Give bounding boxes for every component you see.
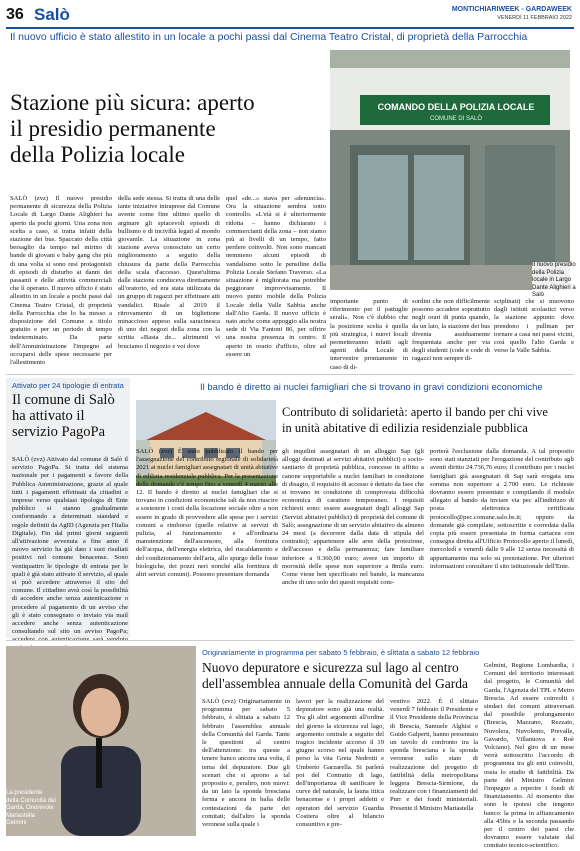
- issue-date: VENERDÌ 11 FEBBRAIO 2022: [497, 15, 572, 21]
- article3-col3: porterà l'esclusione dalla domanda. A tal proposito sono stati stanziati per l'erogazione del contributo agli aventi diritto 24.736,76 euro; il contributo per i nuclei famigliari già assegnatari di Sap sarà erogata una somma non superiore a 2.700 euro. Le richieste dovranno essere presentate e compilando il modulo allegato al bando da inviare via pec all'indirizzo di posta elettronica certificata protocollo@pec.comune.salo.bs.it; oppure da domande già compilate, sottoscritte e corredata dalla copia più essere presentata in forma cartacea con consegna diretta all'Ufficio Protocollo aperto il lunedì, mercoledì e venerdì dalle 9 alle 12 senza necessità di appuntamento ma solo su prenotazione. Per ulteriori informazioni consultare il sito istituzionale dell'Ente.: [430, 448, 574, 570]
- article1-title-line1: Stazione più sicura: aperto: [10, 90, 255, 115]
- article3-title: [282, 404, 576, 436]
- article4-title: [202, 660, 502, 691]
- article3-title-line1: Contributo di solidarietà: aperto il bando per chi vive: [282, 405, 548, 419]
- police-sign-text: COMANDO DELLA POLIZIA LOCALE: [377, 102, 535, 112]
- article1-col5: sordini che non difficilmente possono accadere soprattutto negli orari di punta quando, da un lato, la stazione dei bus diventa assiduamente frequentata anche per via degli studenti (code e code di ragazzi non sempre di-: [412, 298, 490, 363]
- article1-col3: quel «de...» stava per «denuncia». Ora la situazione sembra sotto controllo. «L'età si è ulteriormente ridotta – hanno dichiarato i commercianti della zona – non siamo più ai livelli di un tempo, fatto perdere coinvolti. Non sono mancati nemmeno alcuni episodi di vandalismo sotto le pensiline della Polizia Locale Stefano Traverso. «La situazione è migliorata ma potrebbe peggiorare improvvisamente. Il nuovo punto mobile della Polizia Locale della Valle Sabbia anche dall'Alto Garda. Il nuovo ufficio è nato anche come appoggio alla nostra sede di Via Fantoni 86, per offrire una nostra presenza in centro. Il aperto in orario d'ufficio, oltre ad essere un: [226, 195, 326, 358]
- article1-kicker: Il nuovo ufficio è stato allestito in un locale a pochi passi dal Cinema Teatro Cristal, di proprietà della Parrocchia: [10, 31, 528, 43]
- article3-kicker: Il bando è diretto ai nuclei famigliari che si trovano in gravi condizioni economiche: [200, 382, 543, 393]
- article4-col1: SALÒ (zvz) Originariamente in programma per sabato 5 febbraio, è slittata a sabato 12 febbraio l'assemblea annuale della Comunità del Garda. Tante le questioni al centro dell'attenzione: tra queste a tenere banco ancora una volta, il tema del depuratore. Due gli scenari che si aprono a tal proposito e, peraltro, non nuovi: da un lato la sponda bresciana ferma e ancora in balìa delle contestazioni da parte dei comitati; dall'altro la sponda veronese sulla quale i: [202, 698, 290, 829]
- divider: [6, 374, 574, 375]
- article1-title-line2: il presidio permanente: [10, 116, 216, 141]
- publication-name: MONTICHIARIWEEK - GARDAWEEK: [451, 6, 572, 13]
- article3-col1: SALÒ (zvz) È stato pubblicato il bando per l'assegnazione del contributo regionale di solidarietà 2021 ai nuclei famigliari assegnatari di unità abitative di edilizia residenziale pubblica. Per la presentazione delle domande c'è tempo fino a venerdì 4 marzo alle 12. Il bando è diretto ai nuclei famigliari che si trovano in condizioni economiche tali da non riuscire a sostenere i costi della locazione sociale oltre a non essere in grado di provvedere alle spese per i servizi comuni a rimborso (quelle relative ai servizi di pulizia, al funzionamento e all'ordinaria manutenzione dell'ascensore, alla fornitura dell'acqua, dell'energia elettrica, del riscaldamento e del condizionamento dell'aria, allo spurgo delle fosse biologiche, dei pozzi neri nonché alla fornitura di altri servizi comuni). Possono presentare domanda: [136, 448, 278, 579]
- article1-col4: importante punto di riferimento per il pattuglie serali». Non c'è dubbio che la posizione scelta è quella più strategica, i nuovi locali permetteranno infatti agli agenti della Locale di intervenire prontamente in caso di di-: [330, 298, 408, 371]
- page-number: 36: [6, 6, 24, 23]
- article1-col1: SALÒ (zvz) Il nuovo presidio permanente di sicurezza della Polizia Locale di Largo Dante Alighieri ha aperto da pochi giorni. Una zona non scelta a caso, si tratta infatti della stazione dei bus. Spaccato della città bersaglio da tempo nel mirino di bande di giovani e baby gang che più di una volta si sono resi protagonisti di episodi di disturbo ai danni dei passanti e delle attività commerciali che lì operano. Il nuovo ufficio è stato allestito in un locale a pochi passi dal Cinema Teatro Cristal, di proprietà della Parrocchia che lo ha messo a disposizione del Comune a titolo gratuito e per un periodo di tempo indeterminato. Da parte dell'Amministrazione l'impegno ad occuparsi delle spese necessarie per l'allestimento: [10, 195, 112, 367]
- section-title: Salò: [34, 5, 70, 24]
- article4-col2: lavori per la realizzazione del depuratore sono già una realtà. Tra gli altri argomenti all'ordine del giorno la sicurezza sul lago, argomento centrale a seguito del tragico incidente accorso il 19 giugno scorso nel quale hanno perso la vita Greta Nedrotti e Umberto Garzarella. Si parlerà poi del Contratto di lago, dell'importanza di sanificare le curve del naturale, la fauna ittica benacense e i propri addetti e operatori del servizio Guardia Costiera oltre al bilancio consuntivo e pre-: [296, 698, 384, 829]
- article1-photo: [330, 50, 570, 290]
- article2-title: Il comune di Salò ha attivato il servizio PagoPa: [12, 392, 115, 440]
- article1-title: [10, 90, 310, 168]
- article1-title-line3: della Polizia locale: [10, 142, 185, 167]
- article1-col2: della sede stessa. Si tratta di una delle tante iniziative intraprese dal Comune avente come fine ultimo quello di arginare gli spiacevoli episodi di bullismo e di inciviltà legati al mondo giovanile. La situazione in zona stazione aveva conosciuto un certo miglioramento a seguito della chiusura da parte della Parrocchia della scala d'accesso. Quest'ultima dalle stazione conduceva direttamente all'oratorio, ed era stata utilizzata da un gruppo di ragazzi per effettuare atti vandalici. Risale al 2019 il ritrovamento di un bigliettone minaccioso appeso sulla saracinesca di uno dei negozi della zona con la scritta «Basta de... altrimenti vi bruciamo il negozio e voi dove: [118, 195, 220, 350]
- article4-col3: ventivo 2022. È il slittato venerdì 7 febbraio il Presidente e il Vice Presidente della Provincia di Brescia, Samuele Alghisi e Guido Galperti, hanno presentato un tavolo di confronto tra la sponda bresciana e la sponda veronese sullo stato di realizzazione del progetto di fattibilità della metropolitana leggera Brescia-Sirmione, da realizzare con i finanziamenti del Pnrr e dei fondi ministeriali. Presente il Ministro Mariastella: [390, 698, 478, 812]
- police-station-illustration: [330, 50, 570, 290]
- article1-photo-caption: Il nuovo presidio della Polizia locale in Largo Dante Alighieri a Salò: [532, 262, 576, 298]
- article4-photo-caption: La presidente della Comunità del Garda, Onorevole Mariastella Gelmini: [6, 790, 56, 826]
- article2-kicker: Attivato per 24 tipologie di entrata: [12, 381, 124, 390]
- article3-col2: gli inquilini assegnatari di un alloggio Sap (gli alloggi destinati ai servizi abitativi pubblici) o socio-sanitario di proprietà pubblica, concesse in affitto a canone sopportabile a nuclei familiari in condizione di disagio, il requisito di accesso è dettato da Isee che si trovano in condizione di comprovata difficoltà economica di carattere temporaneo. I requisiti richiesti sono: essere assegnatari degli alloggi Sap (Servizi abitativi pubblici) di proprietà del comune di Salò; assegnazione di un servizio abitativo da almeno 24 mesi (a decorrere dalla data di stipula del contratto); appartenere alle aree della protezione, dell'accesso e della permanenza; fare familiare inferiore a 9.360,00 euro; avere un importo di morosità delle spese non superiore a 8mila euro. Come viene ben specificato nel bando, la mancanza anche di uno solo dei questi requisiti com-: [282, 448, 424, 587]
- header-rule: [6, 27, 574, 29]
- article3-title-line2: in unità abitative di edilizia residenziale pubblica: [282, 421, 528, 435]
- article1-col6: sciplinati) che si muovono dagli istituti scolastici verso la stazione appunto dove prendono i pullman per tornare a casa nei paesi vicini, così quello l'alto Garda e verso la Valle Sabbia.: [494, 298, 574, 355]
- article2-body: SALÒ (zvz) Attivato dal comune di Salò il servizio PagoPa. Si tratta del sistema nazionale per i pagamenti a favore della Pubblica Amministrazione, grazie al quale tutti i pagamenti effettuati da cittadini e imprese verso qualsiasi tipologia di Ente pubblico si stanno gradualmente conformando a determinati standard e regole definiti da AgID (Agenzia per l'Italia Digitale). Fin dal primi giorni seguenti all'attivazione avvenuta a fine anno il nuovo servizio ha già dato i suoi risultati positivi nel comune benacense. Sono ventiquattro le tipologie di entrata per le quali è già stato attivato il servizio, al quale si può accedere attraverso il sito del comune. Il cittadino avrà così la possibilità di accedere anche senza autenticazione o procedere al pagamento di un avviso che gli è stato consegnato o inviato via mail accedere anche senza autenticazione consultando sul sito un avviso PagoPa;: [12, 456, 128, 636]
- article4-title-line1: Nuovo depuratore e sicurezza sul lago al centro: [202, 660, 459, 675]
- article4-title-line2: dell'assemblea annuale della Comunità del Garda: [202, 675, 468, 691]
- article4-col4: Gelmini, Regione Lombardia, i Comuni del territorio interessati dal progetto, le Comunità del Garda, l'Agenzia del TPL e Metro Brescia. Ad essere coinvolti i sindaci dei comuni attraversati dal possibile prolungamento (Brescia, Mazzano, Rezzato, Nuvolera, Nuvolento, Prevalle, Gavardo, Villanuova e Roè Volciano). Nel giro di un mese verrà sottoscritto l'accordo di programma tra gli enti coinvolti, ossia lo studio di fattibilità. Da parte del Ministro Gelmini l'impegno a reperire i fondi di finanziamento. Al momento due sono le ipotesi che tengono banco: la prima in affiancamento alla 45bis e la seconda passando per il centro dei paesi che dovranno essere valutate dal comitato tecnico-scientifico.: [484, 662, 574, 850]
- divider: [6, 640, 574, 641]
- police-sign-city: COMUNE DI SALÒ: [429, 116, 482, 122]
- article4-kicker: Originariamente in programma per sabato 5 febbraio, è slittata a sabato 12 febbraio: [202, 648, 480, 657]
